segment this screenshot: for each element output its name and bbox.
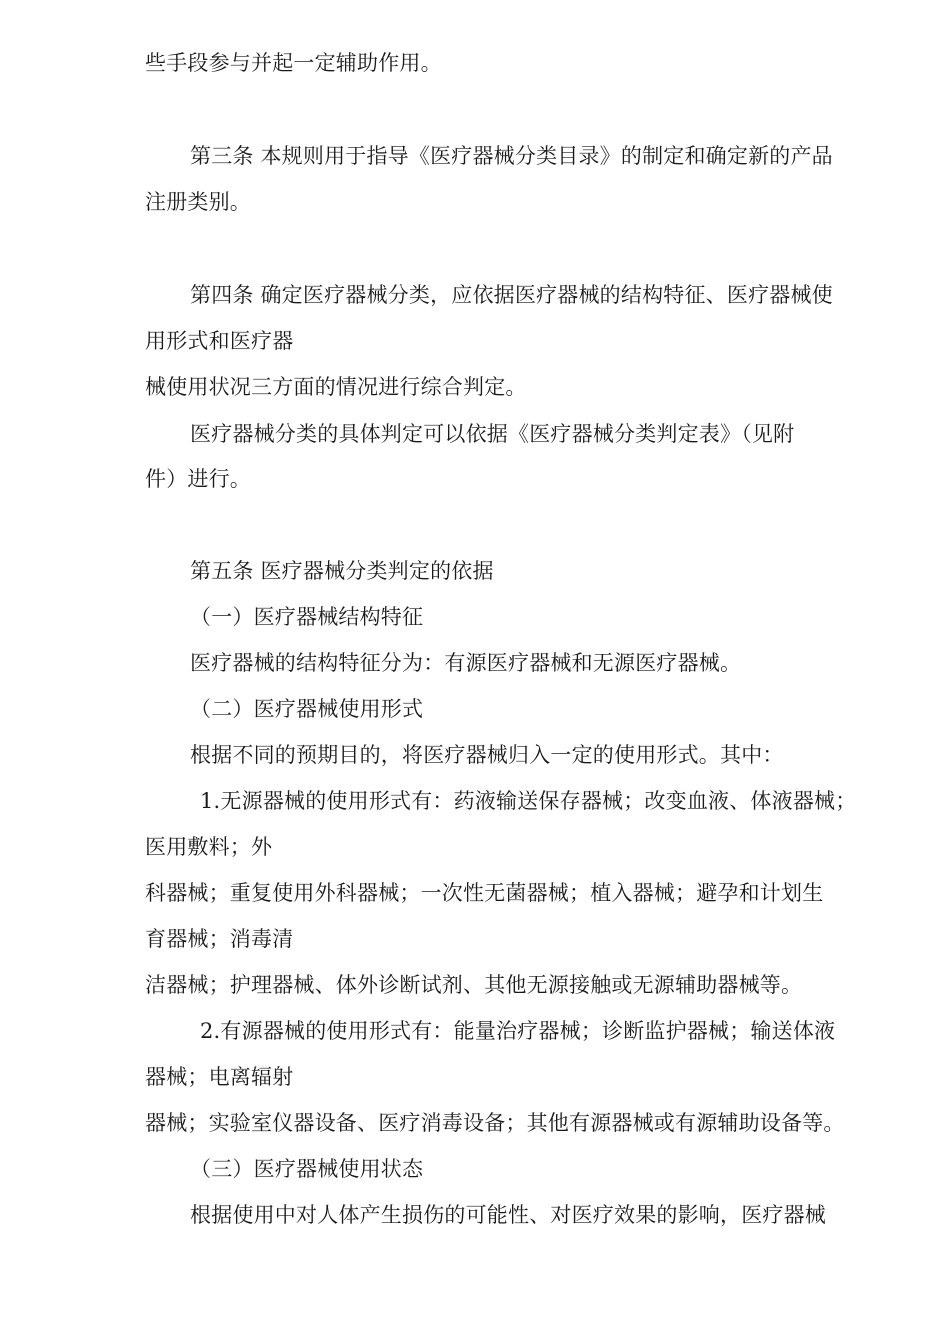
section-heading: （一）医疗器械结构特征: [190, 605, 424, 629]
text-line: 根据使用中对人体产生损伤的可能性、对医疗效果的影响，医疗器械: [190, 1203, 826, 1227]
text-line: 育器械；消毒清: [145, 927, 294, 951]
text-line: 医用敷料；外: [145, 835, 273, 859]
section-heading: （二）医疗器械使用形式: [190, 697, 424, 721]
section-heading: （三）医疗器械使用状态: [190, 1157, 424, 1181]
text-line: 械使用状况三方面的情况进行综合判定。: [145, 375, 527, 399]
list-item: 1.无源器械的使用形式有：药液输送保存器械；改变血液、体液器械；: [200, 789, 857, 813]
text-line: 洁器械；护理器械、体外诊断试剂、其他无源接触或无源辅助器械等。: [145, 973, 803, 997]
text-line: 器械；电离辐射: [145, 1065, 294, 1089]
article-3-heading: 第三条 本规则用于指导《医疗器械分类目录》的制定和确定新的产品: [190, 144, 833, 168]
text-line: 用形式和医疗器: [145, 329, 294, 353]
text-line: 注册类别。: [145, 190, 251, 214]
text-line: 科器械；重复使用外科器械；一次性无菌器械；植入器械；避孕和计划生: [145, 881, 824, 905]
text-line: 些手段参与并起一定辅助作用。: [145, 51, 442, 75]
list-item: 2.有源器械的使用形式有：能量治疗器械；诊断监护器械；输送体液: [200, 1019, 836, 1043]
text-line: 医疗器械的结构特征分为：有源医疗器械和无源医疗器械。: [190, 651, 742, 675]
text-line: 根据不同的预期目的，将医疗器械归入一定的使用形式。其中：: [190, 743, 784, 767]
article-5-heading: 第五条 医疗器械分类判定的依据: [190, 559, 494, 583]
text-line: 器械；实验室仪器设备、医疗消毒设备；其他有源器械或有源辅助设备等。: [145, 1111, 845, 1135]
text-line: 件）进行。: [145, 467, 251, 491]
article-4-heading: 第四条 确定医疗器械分类，应依据医疗器械的结构特征、医疗器械使: [190, 283, 833, 307]
text-line: 医疗器械分类的具体判定可以依据《医疗器械分类判定表》（见附: [190, 422, 795, 446]
